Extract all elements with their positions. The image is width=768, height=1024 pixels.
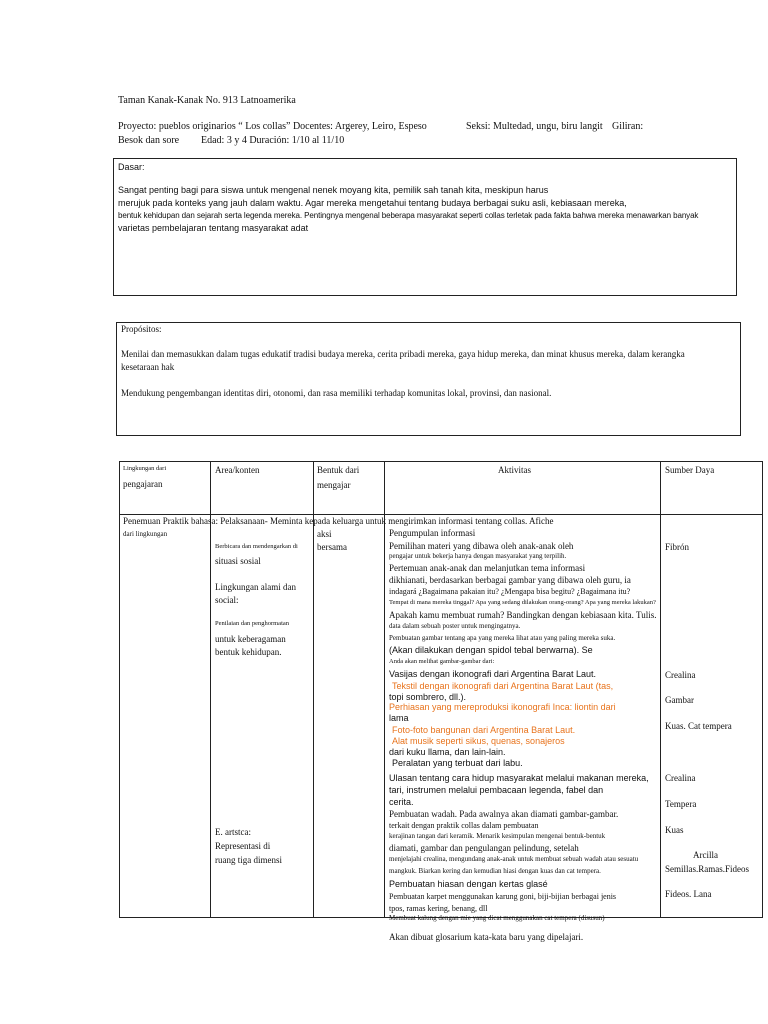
- propositos-p2: Mendukung pengembangan identitas diri, otonomi, dan rasa memiliki terhadap komunitas lokal, provinsi, dan nasional.: [121, 388, 552, 398]
- resource-item: Fideos. Lana: [665, 889, 712, 899]
- resource-item: Gambar: [665, 695, 694, 705]
- header-col1: pengajaran: [123, 479, 163, 489]
- activity-line: Tempat di mana mereka tinggal? Apa yang sedang dilakukan orang-orang? Apa yang mereka lakukan?: [389, 599, 656, 606]
- dasar-line-1: Sangat penting bagi para siswa untuk mengenal nenek moyang kita, pemilik sah tanah kita, meskipun harus: [118, 185, 549, 195]
- activity-line: Pembuatan gambar tentang apa yang mereka lihat atau yang paling mereka suka.: [389, 634, 616, 642]
- activity-line: terkait dengan praktik collas dalam pembuatan: [389, 821, 539, 830]
- propositos-p1-line2: kesetaraan hak: [121, 362, 175, 372]
- activity-line: Pembuatan karpet menggunakan karung goni, biji-bijian berbagai jenis: [389, 892, 617, 901]
- activity-line: dikhianati, berdasarkan berbagai gambar yang dibawa oleh guru, ia: [389, 575, 631, 585]
- dasar-line-3: bentuk kehidupan dan sejarah serta legenda mereka. Pentingnya mengenal beberapa masyarakat seperti collas terletak pada fakta bahwa mereka menawarkan banyak: [118, 211, 699, 220]
- col3-line-2: bersama: [317, 542, 347, 552]
- col2-penilaian: Penilaian dan penghormatan: [215, 620, 290, 627]
- col3-line-1: aksi: [317, 529, 332, 539]
- resource-item: Kuas: [665, 825, 684, 835]
- header-col1-small: Lingkungan dari: [123, 465, 167, 472]
- age-duration: Edad: 3 y 4 Duración: 1/10 al 11/10: [201, 135, 345, 146]
- activity-line: topi sombrero, dll.).: [389, 692, 467, 702]
- activity-line: menjelajahi crealina, mengundang anak-anak untuk membuat sebuah wadah atau sesuatu: [389, 855, 639, 863]
- resource-item: Crealina: [665, 773, 696, 783]
- activity-line: Ulasan tentang cara hidup masyarakat melalui makanan mereka,: [389, 773, 649, 783]
- resource-item: Arcilla: [693, 850, 718, 860]
- col2-lingk-1: Lingkungan alami dan: [215, 582, 296, 592]
- activity-line: Tekstil dengan ikonografi dari Argentina Barat Laut (tas,: [392, 681, 614, 691]
- header-area: Area/konten: [215, 465, 260, 475]
- row-top-line: Penemuan Praktik bahasa: Pelaksanaan- Meminta kepada keluarga untuk mengirimkan informasi tentang collas. Afiche: [123, 516, 554, 526]
- resource-item: Fibrón: [665, 542, 690, 552]
- activity-line: cerita.: [389, 797, 414, 807]
- col2-ea-1: E. artstca:: [215, 827, 251, 837]
- activity-line: lama: [389, 713, 409, 723]
- activity-line: Perhiasan yang mereproduksi ikonografi Inca: liontin dari: [389, 702, 616, 712]
- activity-line: Anda akan melihat gambar-gambar dari:: [389, 658, 495, 665]
- activity-line: Akan dibuat glosarium kata-kata baru yang dipelajari.: [389, 932, 584, 942]
- header-bentuk-1: Bentuk dari: [317, 465, 360, 475]
- dasar-line-4: varietas pembelajaran tentang masyarakat adat: [118, 223, 309, 233]
- col2-ea-2: Representasi di: [215, 841, 271, 851]
- header-aktivitas: Aktivitas: [498, 465, 531, 475]
- activity-line: tari, instrumen melalui pembacaan legenda, fabel dan: [389, 785, 604, 795]
- section-info: Seksi: Multedad, ungu, biru langit: [466, 121, 603, 132]
- activity-line: (Akan dilakukan dengan spidol tebal berwarna). Se: [389, 645, 593, 655]
- activity-line: Foto-foto bangunan dari Argentina Barat Laut.: [392, 725, 576, 735]
- activity-line: data dalam sebuah poster untuk mengingatnya.: [389, 622, 521, 630]
- col2-untuk: untuk keberagaman: [215, 634, 286, 644]
- giliran-label: Giliran:: [612, 121, 644, 132]
- activity-line: Pembuatan hiasan dengan kertas glasé: [389, 879, 548, 889]
- activity-line: kerajinan tangan dari keramik. Menarik kesimpulan mengenai bentuk-bentuk: [389, 832, 606, 840]
- activity-line: tpos, ramas kering, benang, dll: [389, 904, 488, 913]
- propositos-title: Propósitos:: [121, 324, 162, 334]
- activity-line: Vasijas dengan ikonografi dari Argentina Barat Laut.: [389, 669, 596, 679]
- activity-line: diamati, gambar dan pengulangan pelindung, setelah: [389, 843, 579, 853]
- dasar-title: Dasar:: [118, 162, 145, 172]
- col2-bicara: Berbicara dan mendengarkan di: [215, 543, 298, 550]
- header-bentuk-2: mengajar: [317, 480, 351, 490]
- propositos-box: [116, 322, 741, 436]
- activity-line: Apakah kamu membuat rumah? Bandingkan dengan kebiasaan kita. Tulis.: [389, 610, 657, 620]
- col2-bentuk: bentuk kehidupan.: [215, 647, 282, 657]
- col2-situasi: situasi sosial: [215, 556, 261, 566]
- activity-line: indagará ¿Bagaimana pakaian itu? ¿Mengapa bisa begitu? ¿Bagaimana itu?: [389, 587, 631, 596]
- activity-line: Pengumpulan informasi: [389, 528, 476, 538]
- activity-line: mangkuk. Biarkan kering dan kemudian hiasi dengan kuas dan cat tempera.: [389, 867, 601, 875]
- col2-ea-3: ruang tiga dimensi: [215, 855, 282, 865]
- project-line: Proyecto: pueblos originarios “ Los collas” Docentes: Argerey, Leiro, Espeso: [118, 121, 427, 132]
- shift-info: Besok dan sore: [118, 135, 180, 146]
- resource-item: Semillas.Ramas.Fideos: [665, 864, 749, 874]
- propositos-p1-line1: Menilai dan memasukkan dalam tugas edukatif tradisi budaya mereka, cerita pribadi mereka, gaya hidup mereka, dan minat khusus mereka, dalam kerangka: [121, 349, 685, 359]
- resource-item: Crealina: [665, 670, 696, 680]
- activity-line: Pertemuan anak-anak dan melanjutkan tema informasi: [389, 563, 586, 573]
- activity-line: pengajar untuk bekerja hanya dengan masyarakat yang terpilih.: [389, 552, 567, 560]
- activity-line: dari kuku llama, dan lain-lain.: [389, 747, 506, 757]
- activity-line: Peralatan yang terbuat dari labu.: [392, 758, 523, 768]
- resource-item: Tempera: [665, 799, 697, 809]
- header-sumber-daya: Sumber Daya: [665, 465, 715, 475]
- dasar-line-2: merujuk pada konteks yang jauh dalam waktu. Agar mereka mengetahui tentang budaya berbagai suku asli, kebiasaan mereka,: [118, 198, 627, 208]
- activity-line: Alat musik seperti sikus, quenas, sonajeros: [392, 736, 565, 746]
- activity-line: Pembuatan wadah. Pada awalnya akan diamati gambar-gambar.: [389, 809, 619, 819]
- resource-item: Kuas. Cat tempera: [665, 721, 732, 731]
- activity-line: Membuat kalung dengan mie yang dicat menggunakan cat tempera (disusun): [389, 914, 605, 922]
- activity-line: Pemilihan materi yang dibawa oleh anak-anak oleh: [389, 541, 574, 551]
- col2-lingk-2: social:: [215, 595, 239, 605]
- col1-sub: dari lingkungan: [123, 530, 168, 538]
- school-name: Taman Kanak-Kanak No. 913 Latnoamerika: [118, 95, 296, 106]
